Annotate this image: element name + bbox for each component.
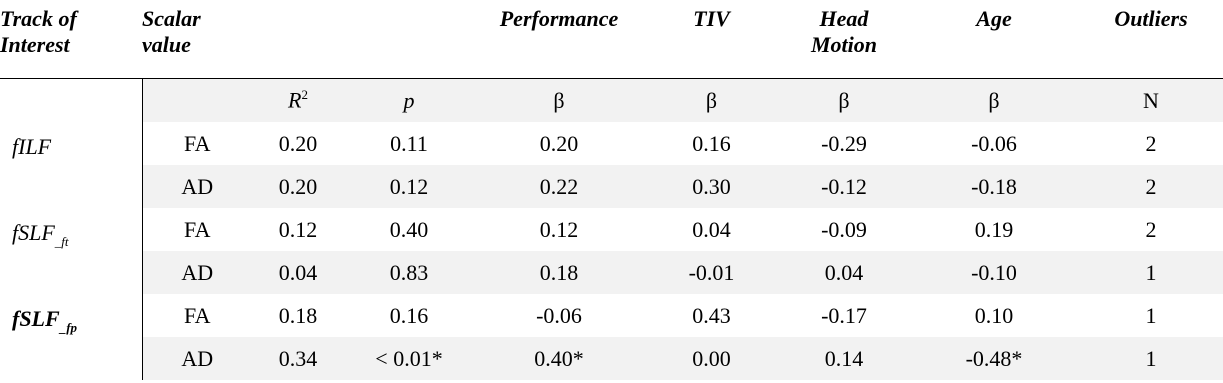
header-p-empty xyxy=(344,0,474,79)
header-age-text: Age xyxy=(976,6,1012,31)
table-row xyxy=(0,165,1223,208)
cell-age: -0.06 xyxy=(971,130,1017,156)
cell-age: 0.10 xyxy=(974,302,1014,328)
cell-outliers: 2 xyxy=(1079,165,1223,208)
header-motion-line2: Motion xyxy=(810,32,878,57)
header-r2-empty xyxy=(252,0,344,79)
cell-outliers: 2 xyxy=(1145,216,1157,242)
subheader-row xyxy=(0,79,1223,123)
subheader-r2-base: R xyxy=(288,87,302,113)
header-tiv xyxy=(644,0,779,79)
track-fslf-ft-sub: _ft xyxy=(54,234,69,250)
header-motion-line1: Head xyxy=(819,6,869,31)
cell-tiv: 0.43 xyxy=(692,302,731,328)
table-row xyxy=(0,294,1223,337)
table-row xyxy=(0,122,1223,165)
header-outliers xyxy=(1079,0,1223,79)
header-performance-text: Performance xyxy=(499,6,619,31)
cell-r2: 0.18 xyxy=(278,302,318,328)
cell-performance: 0.40* xyxy=(474,337,644,380)
cell-motion: -0.09 xyxy=(821,216,867,242)
header-track-line2: Interest xyxy=(0,32,70,57)
cell-r2: 0.34 xyxy=(252,337,344,380)
subheader-n: N xyxy=(1079,79,1223,123)
cell-performance: -0.06 xyxy=(536,302,582,328)
cell-performance: 0.22 xyxy=(474,165,644,208)
subheader-r2-sup: 2 xyxy=(301,87,308,103)
cell-scalar: AD xyxy=(142,337,252,380)
cell-motion: -0.12 xyxy=(779,165,909,208)
header-head-motion xyxy=(779,0,909,79)
header-track-line1: Track of xyxy=(0,6,77,31)
cell-scalar: FA xyxy=(184,216,211,242)
subheader-beta-performance: β xyxy=(474,79,644,123)
header-scalar-line2: value xyxy=(142,32,191,57)
cell-performance: 0.20 xyxy=(539,130,579,156)
track-fslf-ft xyxy=(0,208,142,294)
cell-age: -0.10 xyxy=(909,251,1079,294)
cell-motion: 0.04 xyxy=(779,251,909,294)
track-filf xyxy=(0,122,142,208)
cell-scalar: FA xyxy=(184,130,211,156)
cell-motion: 0.14 xyxy=(779,337,909,380)
table-row xyxy=(0,337,1223,380)
cell-tiv: 0.16 xyxy=(692,130,731,156)
cell-r2: 0.20 xyxy=(252,165,344,208)
cell-tiv: -0.01 xyxy=(644,251,779,294)
track-filf-label: fILF xyxy=(12,134,52,159)
subheader-beta-tiv: β xyxy=(644,79,779,123)
cell-tiv: 0.30 xyxy=(644,165,779,208)
cell-r2: 0.04 xyxy=(252,251,344,294)
header-performance xyxy=(474,0,644,79)
cell-outliers: 2 xyxy=(1145,130,1157,156)
track-fslf-ft-label: fSLF xyxy=(12,220,55,245)
cell-performance: 0.12 xyxy=(539,216,579,242)
header-scalar-line1: Scalar xyxy=(142,6,201,31)
cell-motion: -0.17 xyxy=(821,302,867,328)
cell-age: -0.18 xyxy=(909,165,1079,208)
header-age xyxy=(909,0,1079,79)
header-tiv-text: TIV xyxy=(693,6,730,31)
cell-motion: -0.29 xyxy=(821,130,867,156)
subheader-scalar-empty xyxy=(142,79,252,123)
cell-p: 0.12 xyxy=(344,165,474,208)
track-fslf-fp-sub: _fp xyxy=(59,320,78,336)
header-row xyxy=(0,0,1223,79)
cell-scalar: AD xyxy=(142,251,252,294)
cell-performance: 0.18 xyxy=(474,251,644,294)
subheader-r2 xyxy=(252,79,344,123)
header-outliers-text: Outliers xyxy=(1114,6,1188,31)
subheader-beta-age: β xyxy=(909,79,1079,123)
cell-r2: 0.20 xyxy=(278,130,318,156)
header-scalar-value xyxy=(142,0,252,79)
cell-p: 0.40 xyxy=(389,216,429,242)
cell-age: -0.48* xyxy=(909,337,1079,380)
cell-r2: 0.12 xyxy=(278,216,318,242)
subheader-p: p xyxy=(344,79,474,123)
cell-tiv: 0.00 xyxy=(644,337,779,380)
cell-scalar: AD xyxy=(142,165,252,208)
cell-scalar: FA xyxy=(184,302,211,328)
track-spacer xyxy=(0,79,142,123)
cell-p: 0.11 xyxy=(390,130,428,156)
cell-age: 0.19 xyxy=(974,216,1014,242)
subheader-beta-motion: β xyxy=(779,79,909,123)
cell-p: < 0.01* xyxy=(344,337,474,380)
header-track-of-interest xyxy=(0,0,142,79)
cell-p: 0.16 xyxy=(389,302,429,328)
track-fslf-fp xyxy=(0,294,142,380)
cell-outliers: 1 xyxy=(1145,302,1157,328)
table-row xyxy=(0,208,1223,251)
cell-tiv: 0.04 xyxy=(692,216,731,242)
cell-outliers: 1 xyxy=(1079,251,1223,294)
table-row xyxy=(0,251,1223,294)
cell-outliers: 1 xyxy=(1079,337,1223,380)
cell-p: 0.83 xyxy=(344,251,474,294)
track-fslf-fp-label: fSLF xyxy=(12,306,60,331)
